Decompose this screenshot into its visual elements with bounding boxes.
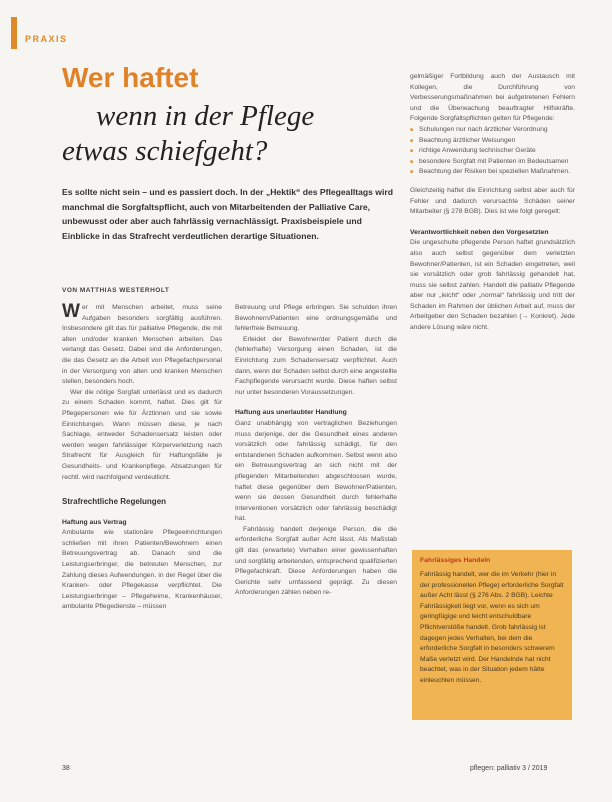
heading-strafrecht: Strafrechtliche Regelungen [62, 497, 167, 507]
paragraph: Erleidet der Bewohner/der Patient durch die (fehlerhafte) Versorgung einen Schaden, ist die Einrichtung zum Schadensersatz verpflichtet. Auch dann, wenn der Schaden selbst durch eine angestellte Fachpflegende verursacht wurde. Diese haften selbst nur unter besonderen Voraussetzungen. [235, 335, 397, 396]
list-item: ■ Beachtung der Risiken bei speziellen Maßnahmen. [410, 167, 575, 178]
paragraph: Die ungeschulte pflegende Person haftet grundsätzlich also auch selbst gegenüber dem verletzten Bewohner/Patienten, ist ein Schaden eingetreten, weil sie vorsätzlich oder grob fahrlässig gehandelt hat, muss sie selbst zahlen. Handelt die palliativ Pflegende aber nur „leicht“ oder „normal“ fahrlässig und tritt der Schaden im Rahmen der üblichen Arbeit auf, muss der Arbeitgeber den Schaden bezahlen (→ Konkret). Jede andere Lösung wäre nicht. [410, 239, 575, 332]
paragraph: gelmäßiger Fortbildung auch der Austausch mit Kollegen, die Durchführung von Verbesserungsmaßnahmen bei aufgetretenen Fehlern und die Überwachung beauftragter Hilfskräfte. Folgende Sorgfaltspflichten gelten für Pflegende: [410, 73, 575, 123]
paragraph: Ambulante wie stationäre Pflegeeinrichtungen schließen mit ihren Patienten/Bewohnern einen Betreuungsvertrag ab. Danach sind die Leistungserbringer, die betreuten Menschen, zur Zahlung dieses Aufwendungen, in der Regel über die Kranken- oder Pflegekasse verpflichtet. Die Leistungserbringer – Pflegeheime, Krankenhäuser, ambulante Pflegedienste – müssen [62, 529, 222, 611]
paragraph: Gleichzeitig haftet die Einrichtung selbst aber auch für Fehler und dadurch verursachte Schäden seiner Mitarbeiter (§ 278 BGB). Dies ist wie folgt geregelt: [410, 186, 575, 216]
title-line-3: etwas schiefgeht? [62, 135, 268, 167]
heading-haftung: Haftung aus unerlaubter Handlung [235, 409, 347, 417]
byline: VON MATTHIAS WESTERHOLT [62, 287, 170, 294]
title-line-1: Wer haftet [62, 62, 199, 93]
drop-cap: W [62, 301, 80, 322]
list-item: ■ Schulungen nur nach ärztlicher Verordnung [410, 125, 575, 136]
info-box-title: Fahrlässiges Handeln [420, 557, 491, 564]
title-line-2: wenn in der Pflege [96, 100, 315, 132]
column-1 [62, 303, 222, 613]
paragraph: Betreuung und Pflege erbringen. Sie schulden ihren Bewohnern/Patienten eine ordnungsgemäße und fehlerfreie Betreuung. [235, 304, 397, 333]
journal-footer: pflegen: palliativ 3 / 2019 [470, 765, 548, 772]
section-marker-bar [11, 17, 17, 49]
section-label: PRAXIS [25, 34, 68, 44]
paragraph: er mit Menschen arbeitet, muss seine Aufgaben besonders sorgfältig ausführen. Insbesondere gilt das für palliative Pflegende, die mit alten und/oder kranken Menschen arbeiten. Das verlangt das Gesetz. Dabei sind die Anforderungen, die das Gesetz an die Arbeit von Pflegefachpersonal in der Versorgung von alten und kranken Menschen stellen, besonders hoch. [62, 304, 222, 386]
info-box [412, 550, 572, 720]
column-3 [410, 72, 575, 334]
heading-verantwortlichkeit: Verantwortlichkeit neben den Vorgesetzten [410, 228, 549, 236]
page-number: 38 [62, 765, 70, 772]
paragraph: Wer die nötige Sorgfalt unterlässt und es dadurch zu einem Schaden kommt, haftet. Dies gilt für Pflegepersonen wie für Ärztinnen und sie sowie Einrichtungen. Wann müssen diese, je nach Sachlage, entweder Schadensersatz leisten oder werden wegen fahrlässiger Körperverletzung nach Strafrecht für Ausgleich für Haftungsfälle je Gesundheits- und Krankenpflege. Absatzungen für rechtl. wird nachfolgend verdeutlicht. [62, 388, 222, 481]
paragraph: Fahrlässig handelt derjenige Person, die die erforderliche Sorgfalt außer Acht lässt. Als Maßstab gilt das (erwartete) Verhalten einer gewissenhaften und sorgfältig arbeitenden, entsprechend qualifizierten Pflegefachkraft. Diese Anforderungen haben die Gerichte sehr umfassend geprägt. Zu diesen Anforderungen zählen neben re- [235, 525, 397, 597]
heading-vertrag: Haftung aus Vertrag [62, 518, 127, 526]
lead-paragraph: Es sollte nicht sein – und es passiert doch. In der „Hektik“ des Pflegealltags wird manchmal die Sorgfaltspflicht, auch von Mitarbeitenden der Palliative Care, unbewusst oder aber auch fahrlässig vernachlässigt. Praxisbeispiele und Einblicke in das Strafrecht verdeutlichen derartige Situationen. [62, 187, 393, 241]
list-item: ■ richtige Anwendung technischer Geräte [410, 146, 575, 157]
list-item: ■ besondere Sorgfalt mit Patienten im Bedeutsamen [410, 157, 575, 168]
column-2 [235, 303, 397, 599]
list-item: ■ Beachtung ärztlicher Weisungen [410, 136, 575, 147]
info-box-text: Fahrlässig handelt, wer die im Verkehr (hier in der professionellen Pflege) erforderliche Sorgfalt außer Acht lässt (§ 276 Abs. 2 BGB). Leichte Fahrlässigkeit liegt vor, wenn es sich um geringfügige und leicht entschuldbare Pflichtverstöße handelt. Grob fahrlässig ist dagegen jedes Verhalten, bei dem die erforderliche Sorgfalt in besonders schwerem Maße verletzt wird. Der Handelnde hat nicht beachtet, was in der Situation jedem hätte einleuchten müssen. [420, 571, 564, 684]
duty-list [410, 125, 575, 178]
paragraph: Ganz unabhängig von vertraglichen Beziehungen muss derjenige, der die Gesundheit eines anderen vorsätzlich oder fahrlässig schädigt, für den entstandenen Schaden aufkommen. Selbst wenn also ein Betreuungsvertrag an sich nicht mit der pflegenden Mitarbeitenden abgeschlossen wurde, haftet diese gegenüber dem Bewohner/Patienten, wenn sie dessen Gesundheit durch fehlerhafte Interventionen vorsätzlich oder fahrlässig beschädigt hat. [235, 419, 397, 523]
